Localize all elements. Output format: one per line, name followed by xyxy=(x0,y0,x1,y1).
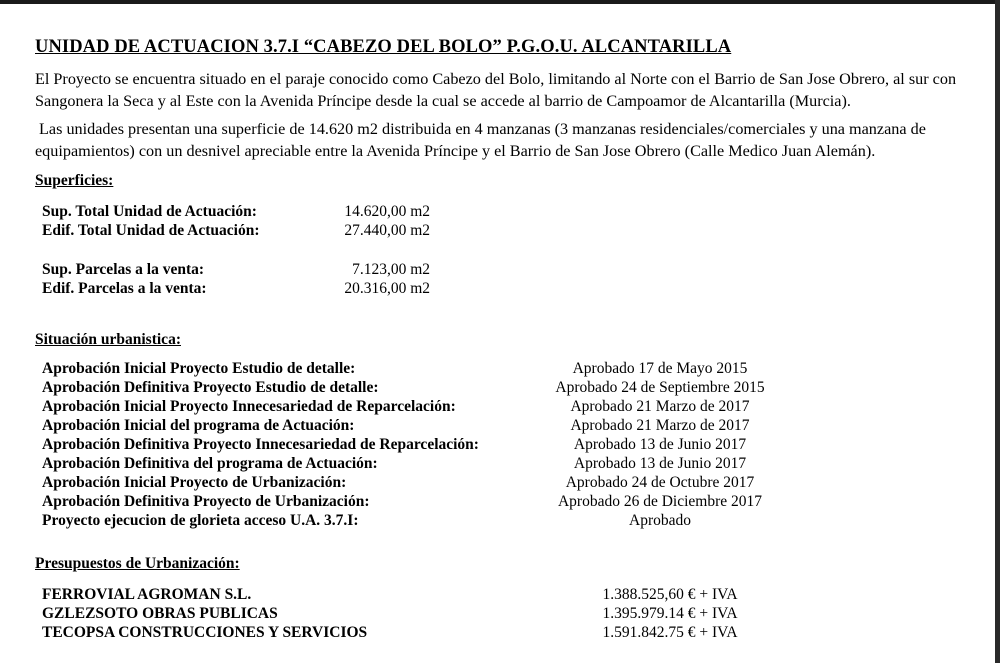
situacion-label: Aprobación Definitiva del programa de Actuación: xyxy=(42,455,378,472)
situacion-status: Aprobado 17 de Mayo 2015 xyxy=(572,360,748,377)
top-border xyxy=(0,0,1000,4)
situacion-heading: Situación urbanistica: xyxy=(35,331,181,348)
situacion-status: Aprobado 21 Marzo de 2017 xyxy=(570,417,750,434)
presupuesto-company: FERROVIAL AGROMAN S.L. xyxy=(42,586,252,603)
superficies-value: 7.123,00 m2 xyxy=(352,261,430,278)
superficies-value: 14.620,00 m2 xyxy=(344,203,430,220)
presupuesto-amount: 1.395.979.14 € + IVA xyxy=(602,605,738,622)
presupuesto-company: GZLEZSOTO OBRAS PUBLICAS xyxy=(42,605,278,622)
superficies-value: 27.440,00 m2 xyxy=(344,222,430,239)
situacion-label: Aprobación Inicial Proyecto Estudio de detalle: xyxy=(42,360,356,377)
intro-paragraph: El Proyecto se encuentra situado en el paraje conocido como Cabezo del Bolo, limitando al Norte con el Barrio de San Jose Obrero, al sur con Sangonera la Seca y al Este con la Avenida Príncipe desde la cual se accede al barrio de Campoamor de Alcantarilla (Murcia). xyxy=(35,70,957,110)
presupuesto-company: TECOPSA CONSTRUCCIONES Y SERVICIOS xyxy=(42,624,368,641)
situacion-label: Aprobación Definitiva Proyecto Estudio de detalle: xyxy=(42,379,379,396)
situacion-label: Aprobación Inicial del programa de Actuación: xyxy=(42,417,355,434)
description-paragraph: Las unidades presentan una superficie de 14.620 m2 distribuida en 4 manzanas (3 manzanas residenciales/comerciales y una manzana de equipamientos) con un desnivel apreciable entre la Avenida Príncipe y el Barrio de San Jose Obrero (Calle Medico Juan Alemán). xyxy=(35,120,930,160)
situacion-status: Aprobado 24 de Octubre 2017 xyxy=(565,474,755,491)
situacion-label: Aprobación Definitiva Proyecto de Urbanización: xyxy=(42,493,370,510)
page-title: UNIDAD DE ACTUACION 3.7.I “CABEZO DEL BOLO” P.G.O.U. ALCANTARILLA xyxy=(35,37,732,57)
situacion-status: Aprobado 24 de Septiembre 2015 xyxy=(555,379,765,396)
superficies-label: Sup. Parcelas a la venta: xyxy=(42,261,205,278)
presupuesto-amount: 1.591.842.75 € + IVA xyxy=(602,624,738,641)
superficies-value: 20.316,00 m2 xyxy=(344,280,430,297)
situacion-label: Aprobación Inicial Proyecto de Urbanización: xyxy=(42,474,347,491)
situacion-status: Aprobado 26 de Diciembre 2017 xyxy=(557,493,763,510)
presupuesto-amount: 1.388.525,60 € + IVA xyxy=(602,586,738,603)
situacion-label: Aprobación Definitiva Proyecto Innecesariedad de Reparcelación: xyxy=(42,436,479,453)
presupuestos-heading: Presupuestos de Urbanización: xyxy=(35,555,240,572)
superficies-label: Sup. Total Unidad de Actuación: xyxy=(42,203,257,220)
situacion-status: Aprobado xyxy=(629,512,691,529)
superficies-heading: Superficies: xyxy=(35,172,114,189)
superficies-label: Edif. Total Unidad de Actuación: xyxy=(42,222,260,239)
situacion-status: Aprobado 13 de Junio 2017 xyxy=(573,455,747,472)
superficies-label: Edif. Parcelas a la venta: xyxy=(42,280,207,297)
right-border xyxy=(995,0,1000,663)
situacion-status: Aprobado 21 Marzo de 2017 xyxy=(570,398,750,415)
situacion-label: Proyecto ejecucion de glorieta acceso U.A. 3.7.I: xyxy=(42,512,359,529)
situacion-label: Aprobación Inicial Proyecto Innecesariedad de Reparcelación: xyxy=(42,398,456,415)
situacion-status: Aprobado 13 de Junio 2017 xyxy=(573,436,747,453)
